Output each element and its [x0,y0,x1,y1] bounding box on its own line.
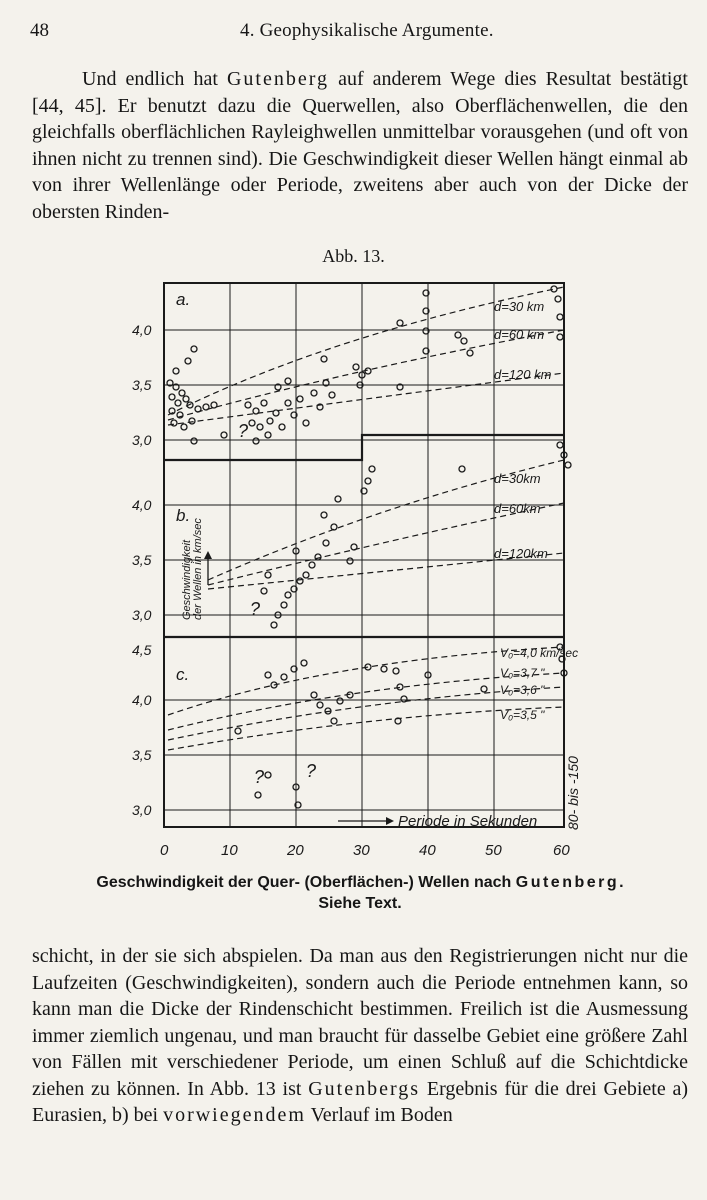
paragraph-bottom [32,943,688,1129]
figure-caption [30,872,690,914]
y-tick-c-30: 3,0 [132,802,152,818]
emphasis-word: vorwiegendem [163,1104,306,1126]
caption-text-1: Geschwindigkeit der Quer- (Oberflächen-) Wellen nach [96,874,516,891]
y-axis-label-line1: Geschwindigkeit [181,539,193,620]
author-name-possessive: Gutenbergs [308,1077,421,1100]
panel-c-curve-3: V₀=3,6 " [500,683,545,697]
x-tick-labels [160,842,570,859]
panel-separators [164,435,564,637]
right-edge-label: 80- bis -150 [565,756,581,830]
caption-author: Gutenberg [515,874,620,891]
panel-c-curve-4: V₀=3,5 " [500,708,545,722]
panel-a-curve-1: d=30 km [494,299,545,314]
panel-a-curve-3: d=120 km [494,367,552,382]
x-axis-label-text: Periode in Sekunden [398,813,538,830]
panel-c-curve-1: V₀=4,0 km/sec [500,646,579,660]
panel-a-curve-labels [494,299,552,382]
y-tick-a-35: 3,5 [132,377,152,393]
paragraph-bottom-text-2: Ergebnis für die drei Gebiete a) Eurasien, b) bei [32,1077,688,1126]
y-tick-b-30: 3,0 [132,607,152,623]
caption-text-2: . [619,874,624,891]
caption-line-2: Siehe Text. [318,895,402,912]
y-tick-a-40: 4,0 [132,322,152,338]
y-tick-c-40: 4,0 [132,692,152,708]
panel-c-letter: c. [176,665,190,684]
figure-abb-13 [128,275,588,865]
panel-c-curve-labels [500,646,578,722]
x-tick-0: 0 [160,842,169,859]
question-mark-a: ? [238,421,249,441]
running-head: 4. Geophysikalische Argumente. [240,20,494,41]
y-tick-b-40: 4,0 [132,497,152,513]
question-marks [238,421,316,787]
x-tick-60: 60 [553,842,570,859]
author-name: Gutenberg [226,68,330,90]
panel-c-curve-2: V₀=3,7 " [500,666,545,680]
paragraph-top [32,66,688,225]
x-tick-30: 30 [353,842,370,859]
panel-a-curve-2: d=60 km [494,327,545,342]
x-tick-50: 50 [485,842,502,859]
page-header [30,20,667,46]
panel-c-curves [168,647,564,750]
y-tick-c-35: 3,5 [132,747,152,763]
panel-a-letter: a. [176,290,191,309]
y-tick-c-45: 4,5 [132,642,152,658]
x-tick-10: 10 [221,842,238,859]
x-tick-20: 20 [287,842,304,859]
question-mark-c2: ? [306,761,317,781]
paragraph-bottom-text-3: Verlauf im Boden [305,1104,453,1126]
y-tick-a-30: 3,0 [132,432,152,448]
y-axis-label-line2: der Wellen in km/sec [192,518,204,620]
figure-label: Abb. 13. [322,246,385,266]
paragraph-top-text-1: Und endlich hat [82,68,227,90]
question-mark-b: ? [250,599,261,619]
y-tick-labels [132,322,152,818]
caption-line-1 [30,872,690,893]
paragraph-bottom-text-1: schicht, in der sie sich abspielen. Da man aus den Registrierungen nicht nur die Laufzeiten (Geschwindigkeiten), sondern auch die Periode entnehmen kann, so kann man die Dicke der Rindenschicht bestimmen. Freilich ist die Ausmessung immer ziemlich ungenau, und man braucht für dasselbe Gebiet eine größere Zahl von Fällen mit verschiedener Periode, um einen Schluß auf die Schichtdicke ziehen zu können. In Abb. 13 ist [32,945,688,1100]
panel-b-letter: b. [176,506,191,525]
page-number: 48 [30,20,49,41]
y-tick-b-35: 3,5 [132,552,152,568]
question-mark-c1: ? [254,767,265,787]
y-axis-label [181,518,212,620]
x-tick-40: 40 [419,842,436,859]
panel-b-curve-1: d=30km [494,471,541,486]
panel-b-curve-2: d=60km [494,501,541,516]
panel-b-curve-3: d=120km [494,546,548,561]
paragraph-top-text-2: auf anderem Wege dies Resultat bestätigt [44, 45]. Er benutzt dazu die Querwellen, also Oberflächenwellen, die den gleichfalls oberflächlichen Rayleighwellen unmittelbar vorausgehen (und oft von ihnen nicht zu trennen sind). Die Geschwindigkeit dieser Wellen hängt einmal ab von ihrer Wellenlänge oder Periode, zweitens aber auch von der Dicke der obersten Rinden- [32,68,688,223]
